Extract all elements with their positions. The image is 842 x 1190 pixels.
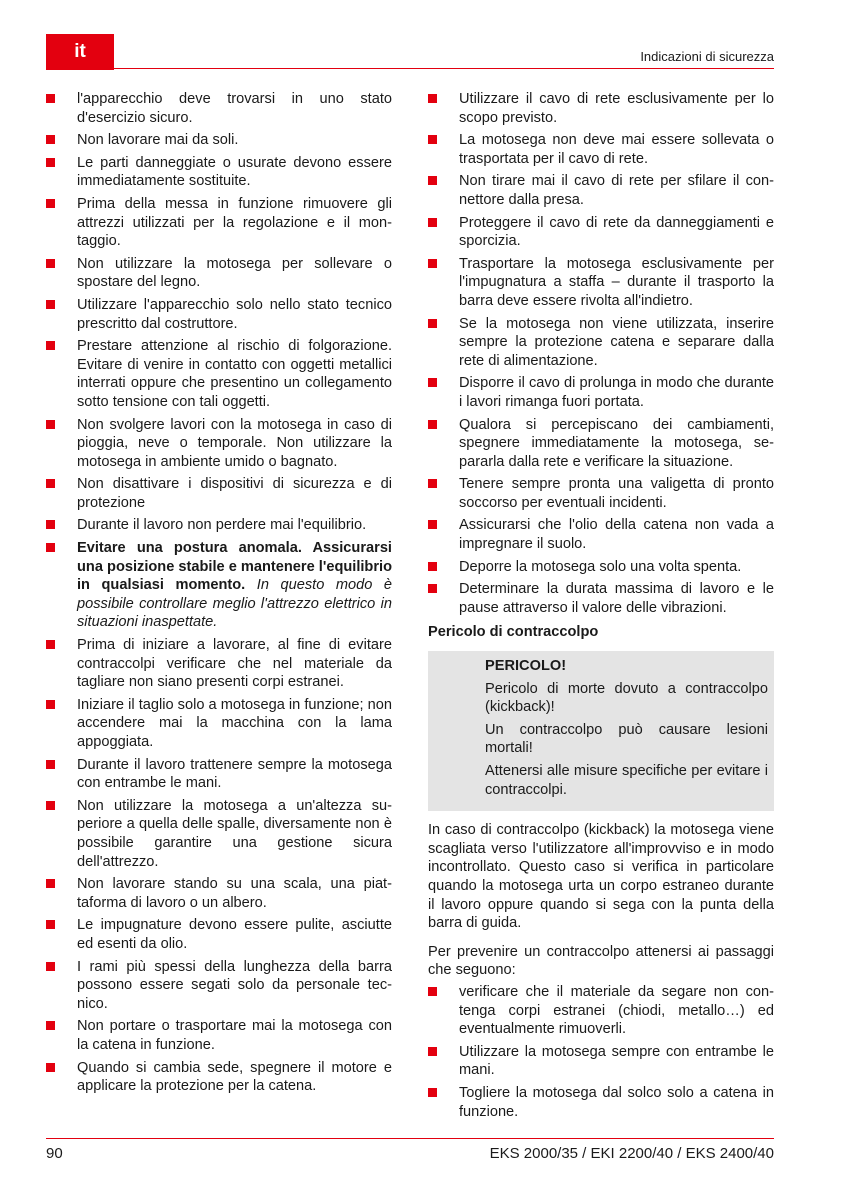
list-item xyxy=(46,154,392,191)
list-item xyxy=(46,636,392,692)
list-item xyxy=(46,296,392,333)
bullet-square-icon xyxy=(428,1088,437,1097)
list-item xyxy=(428,90,774,127)
list-item-text: Deporre la motosega solo una volta spenta. xyxy=(459,558,742,575)
list-item xyxy=(428,214,774,251)
list-item-text: Non svolgere lavori con la motosega in caso di pioggia, neve o temporale. Non utilizzare la motosega in ambiente umido o bagnato. xyxy=(77,416,392,470)
bullet-square-icon xyxy=(46,341,55,350)
right-column xyxy=(428,90,774,1125)
list-item-text: Togliere la motosega dal solco solo a catena in funzione. xyxy=(459,1084,774,1120)
bullet-square-icon xyxy=(46,962,55,971)
bullet-square-icon xyxy=(428,584,437,593)
bullet-square-icon xyxy=(428,520,437,529)
warning-line: Attenersi alle misure specifiche per evitare i contraccolpi. xyxy=(485,763,768,798)
list-item xyxy=(46,1017,392,1054)
list-item xyxy=(46,916,392,953)
safety-list-left xyxy=(46,90,392,1096)
list-item xyxy=(428,255,774,311)
list-item-text: Non utilizzare la motosega per sollevare o spostare del legno. xyxy=(77,255,392,291)
bullet-square-icon xyxy=(46,420,55,429)
bullet-square-icon xyxy=(46,135,55,144)
list-item xyxy=(46,195,392,251)
danger-warning-box xyxy=(428,651,774,811)
bullet-square-icon xyxy=(428,378,437,387)
list-item xyxy=(46,475,392,512)
list-item xyxy=(428,558,774,577)
list-item xyxy=(428,983,774,1039)
bullet-square-icon xyxy=(428,218,437,227)
list-item-text: Prestare attenzione al rischio di folgorazione. Evitare di venire in contatto con oggetti metallici interrati oppure che presentino un collegamento sotto tensione con tali oggetti. xyxy=(77,338,392,410)
bullet-square-icon xyxy=(46,1063,55,1072)
bullet-square-icon xyxy=(428,94,437,103)
kickback-prevention-list xyxy=(428,983,774,1121)
bullet-square-icon xyxy=(46,300,55,309)
list-item-text: La motosega non deve mai essere sollevata o trasportata per il cavo di rete. xyxy=(459,132,774,167)
list-item-text: Non tirare mai il cavo di rete per sfilare il connettore dalla presa. xyxy=(459,173,774,208)
bullet-square-icon xyxy=(428,259,437,268)
bullet-square-icon xyxy=(46,700,55,709)
list-item-text: Non disattivare i dispositivi di sicurezza e di protezione xyxy=(77,476,392,511)
list-item xyxy=(46,875,392,912)
list-item-text: Prima della messa in funzione rimuovere gli attrezzi utilizzati per la regolazione e il montaggio. xyxy=(77,195,392,250)
section-title: Indicazioni di sicurezza xyxy=(640,49,774,64)
list-item xyxy=(46,516,392,535)
list-item xyxy=(46,90,392,127)
list-item-text: Determinare la durata massima di lavoro e le pause attraverso il valore delle vibrazioni. xyxy=(459,581,774,616)
kickback-prevention-intro: Per prevenire un contraccolpo attenersi ai passaggi che seguono: xyxy=(428,943,774,979)
warning-line: Un contraccolpo può causare lesioni mortali! xyxy=(485,721,768,757)
list-item-text: verificare che il materiale da segare non contenga corpi estranei (chiodi, metallo…) ed eventualmente rimuoverli. xyxy=(459,983,774,1038)
list-item xyxy=(46,958,392,1014)
list-item xyxy=(46,416,392,472)
list-item-text: l'apparecchio deve trovarsi in uno stato d'esercizio sicuro. xyxy=(77,91,392,126)
list-item-text: I rami più spessi della lunghezza della barra possono essere segati solo da personale tecnico. xyxy=(77,958,392,1012)
bullet-square-icon xyxy=(46,801,55,810)
list-item xyxy=(428,1084,774,1121)
list-item-emphasis xyxy=(46,539,392,632)
list-item xyxy=(428,1043,774,1080)
bullet-square-icon xyxy=(46,199,55,208)
emphasis-note: In questo modo è possibile controllare meglio l'attrezzo elettrico in situazioni inaspettate. xyxy=(77,577,393,631)
warning-title: PERICOLO! xyxy=(485,658,567,675)
list-item-text: Proteggere il cavo di rete da danneggiamenti e sporcizia. xyxy=(459,214,774,250)
safety-list-right xyxy=(428,90,774,617)
list-item-text: Non lavorare mai da soli. xyxy=(77,132,239,149)
list-item-text: Le parti danneggiate o usurate devono essere immediatamente sostituite. xyxy=(77,154,392,190)
list-item xyxy=(428,580,774,617)
list-item xyxy=(428,475,774,512)
list-item-text: Le impugnature devono essere pulite, asciutte ed esenti da olio. xyxy=(77,917,392,952)
page-number: 90 xyxy=(46,1145,63,1162)
list-item xyxy=(46,131,392,150)
bullet-square-icon xyxy=(46,94,55,103)
list-item-text: Disporre il cavo di prolunga in modo che durante i lavori rimanga fuori portata. xyxy=(459,375,774,410)
list-item xyxy=(428,315,774,371)
bullet-square-icon xyxy=(46,640,55,649)
model-names: EKS 2000/35 / EKI 2200/40 / EKS 2400/40 xyxy=(489,1145,774,1162)
bullet-square-icon xyxy=(46,543,55,552)
list-item-text: Tenere sempre pronta una valigetta di pronto soccorso per eventuali incidenti. xyxy=(459,476,774,511)
list-item xyxy=(46,255,392,292)
list-item xyxy=(46,1059,392,1096)
list-item xyxy=(428,172,774,209)
list-item-text: Iniziare il taglio solo a motosega in funzione; non accendere mai la macchina con la lama appoggiata. xyxy=(77,696,392,750)
list-item-text: Assicurarsi che l'olio della catena non vada a impregnare il suolo. xyxy=(459,517,774,553)
list-item xyxy=(46,337,392,411)
header-divider xyxy=(46,68,774,69)
list-item-text: Se la motosega non viene utilizzata, inserire sempre la protezione catena e separare dalla rete di alimentazione. xyxy=(459,315,774,369)
bullet-square-icon xyxy=(46,479,55,488)
bullet-square-icon xyxy=(428,562,437,571)
list-item-text: Non lavorare stando su una scala, una piattaforma di lavoro o un albero. xyxy=(77,876,392,911)
bullet-square-icon xyxy=(428,479,437,488)
bullet-square-icon xyxy=(46,520,55,529)
bullet-square-icon xyxy=(428,420,437,429)
list-item-text: Non utilizzare la motosega a un'altezza superiore a quella delle spalle, diversamente non è possibile garantire una gestione sicura dell'attrezzo. xyxy=(77,797,392,870)
list-item-text: Prima di iniziare a lavorare, al fine di evitare contraccolpi verificare che nel materiale da tagliare non siano presenti corpi estranei. xyxy=(77,637,392,691)
list-item-text: Non portare o trasportare mai la motosega con la catena in funzione. xyxy=(77,1018,392,1053)
list-item xyxy=(428,416,774,472)
bullet-square-icon xyxy=(46,158,55,167)
list-item-text: Durante il lavoro non perdere mai l'equilibrio. xyxy=(77,517,367,534)
bullet-square-icon xyxy=(46,1021,55,1030)
list-item xyxy=(428,131,774,168)
bullet-square-icon xyxy=(46,259,55,268)
list-item xyxy=(46,696,392,752)
emphasis-text: Evitare una postura anomala. Assicurarsi una posizione stabile e mantenere l'equilibrio in qualsiasi momento. xyxy=(77,540,392,594)
list-item-text: Trasportare la motosega esclusivamente per l'impugnatura a staffa – durante il trasporto la barra deve essere rivolta all'indietro. xyxy=(459,255,774,309)
bullet-square-icon xyxy=(46,760,55,769)
bullet-square-icon xyxy=(428,1047,437,1056)
warning-line: Pericolo di morte dovuto a contraccolpo (kickback)! xyxy=(485,680,768,716)
footer-divider xyxy=(46,1138,774,1139)
bullet-square-icon xyxy=(428,135,437,144)
list-item-text: Quando si cambia sede, spegnere il motore e applicare la protezione per la catena. xyxy=(77,1059,392,1095)
list-item-text: Utilizzare la motosega sempre con entrambe le mani. xyxy=(459,1043,774,1079)
bullet-square-icon xyxy=(428,987,437,996)
bullet-square-icon xyxy=(428,319,437,328)
list-item xyxy=(46,756,392,793)
list-item xyxy=(428,516,774,553)
kickback-heading: Pericolo di contraccolpo xyxy=(428,624,599,641)
left-column xyxy=(46,90,392,1100)
list-item-text: Utilizzare l'apparecchio solo nello stato tecnico prescritto dal costruttore. xyxy=(77,296,392,332)
list-item-text: Durante il lavoro trattenere sempre la motosega con entrambe le mani. xyxy=(77,756,392,792)
list-item xyxy=(46,797,392,871)
bullet-square-icon xyxy=(428,176,437,185)
language-tab: it xyxy=(46,34,114,70)
bullet-square-icon xyxy=(46,920,55,929)
list-item xyxy=(428,374,774,411)
list-item-text: Utilizzare il cavo di rete esclusivamente per lo scopo previsto. xyxy=(459,91,774,126)
kickback-description: In caso di contraccolpo (kickback) la motosega viene scagliata verso l'utilizzatore all'improvviso e in modo incontrollato. Questo caso si verifica in particolare quando la motosega urta un corpo estraneo durante il lavoro oppure quando si sega con la punta della barra di guida. xyxy=(428,822,774,932)
bullet-square-icon xyxy=(46,879,55,888)
list-item-text: Qualora si percepiscano dei cambiamenti, spegnere immediatamente la motosega, separarla dalla rete e verificare la situazione. xyxy=(459,416,774,470)
